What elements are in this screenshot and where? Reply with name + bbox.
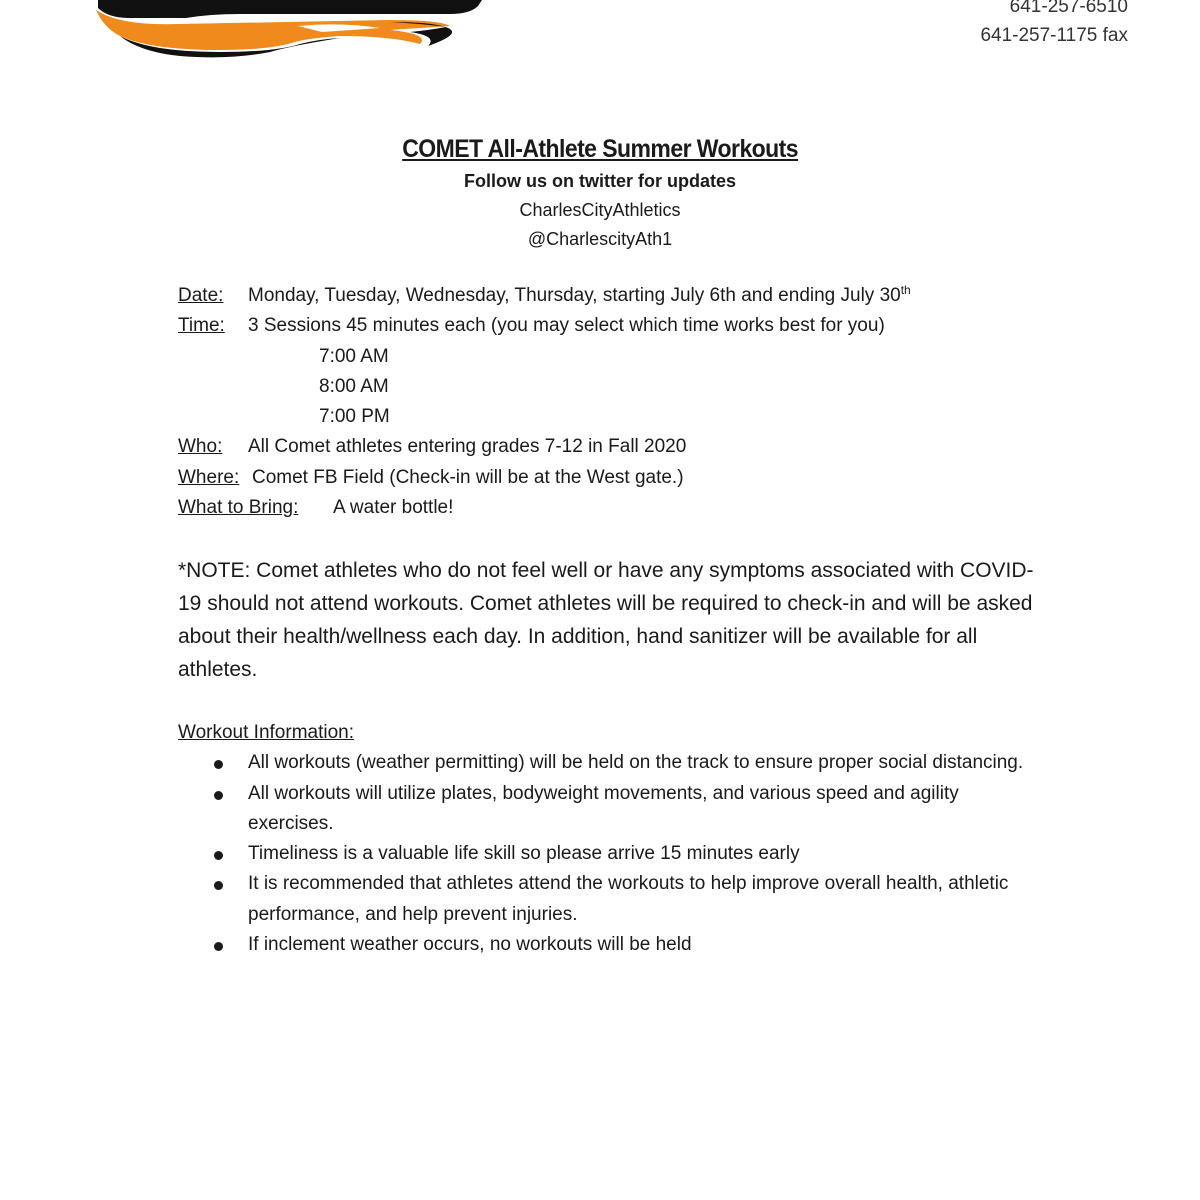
workout-info-section bbox=[178, 718, 1038, 960]
time-value: 3 Sessions 45 minutes each (you may select which time works best for you) bbox=[248, 315, 885, 337]
who-value: All Comet athletes entering grades 7-12 in Fall 2020 bbox=[248, 436, 687, 458]
workout-heading: Workout Information: bbox=[178, 722, 355, 743]
time-option bbox=[178, 342, 1078, 372]
time-row bbox=[178, 311, 1078, 341]
bring-row bbox=[178, 493, 1078, 523]
fax-number: 641-257-1175 fax bbox=[980, 25, 1128, 46]
list-item-text: All workouts (weather permitting) will be held on the track to ensure proper social distancing. bbox=[248, 752, 1024, 774]
list-item bbox=[178, 748, 1038, 778]
comets-logo bbox=[90, 0, 490, 60]
list-item-text: If inclement weather occurs, no workouts will be held bbox=[248, 934, 692, 956]
workout-list bbox=[178, 748, 1038, 960]
date-row bbox=[178, 281, 1078, 311]
date-superscript: th bbox=[900, 283, 911, 297]
who-row bbox=[178, 432, 1078, 462]
where-value: Comet FB Field (Check-in will be at the West gate.) bbox=[252, 466, 684, 488]
contact-info bbox=[980, 0, 1128, 50]
list-item bbox=[178, 779, 1038, 840]
time-label: Time: bbox=[178, 315, 225, 337]
twitter-name: CharlesCityAthletics bbox=[519, 200, 681, 220]
follow-line: Follow us on twitter for updates bbox=[464, 171, 736, 191]
time-option-3: 7:00 PM bbox=[319, 406, 390, 428]
twitter-handle: @CharlescityAth1 bbox=[527, 229, 673, 249]
page-title: COMET All-Athlete Summer Workouts bbox=[402, 135, 798, 163]
time-option bbox=[178, 402, 1078, 432]
date-text: Monday, Tuesday, Wednesday, Thursday, starting July 6th and ending July 30 bbox=[248, 285, 901, 306]
title-block bbox=[0, 131, 1200, 254]
where-label: Where: bbox=[178, 466, 240, 488]
time-option-1: 7:00 AM bbox=[319, 345, 389, 367]
bullet-icon bbox=[214, 791, 223, 800]
date-label: Date: bbox=[178, 285, 224, 306]
date-value bbox=[248, 281, 911, 311]
list-item bbox=[178, 839, 1038, 869]
list-item-text: All workouts will utilize plates, bodyweight movements, and various speed and agility exercises. bbox=[248, 782, 959, 834]
bring-value: A water bottle! bbox=[333, 497, 454, 519]
list-item bbox=[178, 869, 1038, 930]
list-item-text: It is recommended that athletes attend the workouts to help improve overall health, athletic performance, and help prevent injuries. bbox=[248, 873, 1009, 925]
who-label: Who: bbox=[178, 436, 223, 458]
phone-number: 641-257-6510 bbox=[1009, 0, 1128, 17]
bullet-icon bbox=[214, 881, 223, 890]
bullet-icon bbox=[214, 760, 223, 769]
where-row bbox=[178, 463, 1078, 493]
list-item bbox=[178, 930, 1038, 960]
bring-label: What to Bring: bbox=[178, 497, 299, 519]
list-item-text: Timeliness is a valuable life skill so please arrive 15 minutes early bbox=[248, 843, 800, 865]
details-section bbox=[178, 281, 1078, 523]
bullet-icon bbox=[214, 942, 223, 951]
time-option bbox=[178, 372, 1078, 402]
bullet-icon bbox=[214, 851, 223, 860]
covid-note: *NOTE: Comet athletes who do not feel well or have any symptoms associated with COVID-19 should not attend workouts. Comet athletes will be required to check-in and will be asked about their health/wellness each day. In addition, hand sanitizer will be available for all athletes. bbox=[178, 559, 1034, 681]
time-option-2: 8:00 AM bbox=[319, 375, 389, 397]
